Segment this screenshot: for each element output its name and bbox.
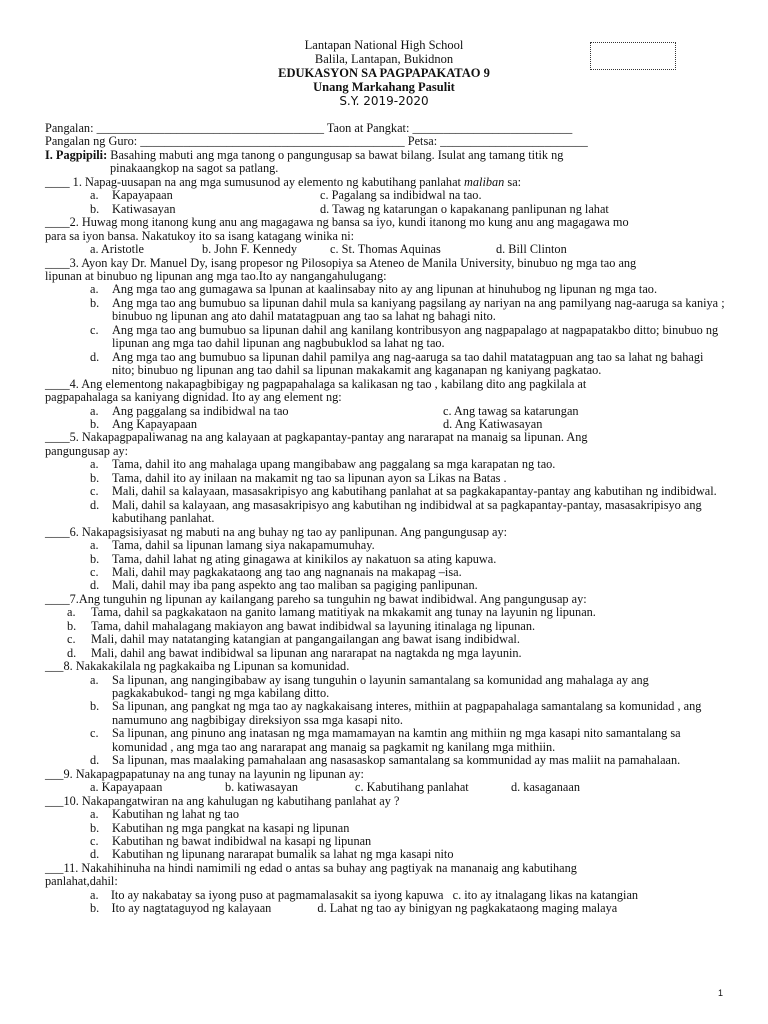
page-number: 1 bbox=[718, 988, 724, 998]
option-c: c. Pagalang sa indibidwal na tao. bbox=[320, 188, 482, 203]
section-instructions bbox=[45, 149, 725, 162]
option-b: b. Ang mga tao ang bumubuo sa lipunan dahil mula sa kaniyang pagsilang ay nariyan na ang pamilyang nag-aaruga sa kaniya ; binubuo ng lipunan ang ato dahil matatagpuan ang tao sa lahat ng bahagi nito. bbox=[90, 295, 725, 324]
question-2-options bbox=[90, 243, 725, 256]
question-11-line-1: ___11. Nakahihinuha na hindi namimili ng edad o antas sa buhay ang pagtiyak na mananaig ang kabutihang bbox=[45, 860, 577, 875]
school-address: Balila, Lantapan, Bukidnon bbox=[314, 52, 454, 66]
option-b: b. Kabutihan ng mga pangkat na kasapi ng lipunan bbox=[90, 820, 350, 835]
option-b: b. Tama, dahil lahat ng ating ginagawa at kinikilos ay nakatuon sa ating kapuwa. bbox=[90, 551, 497, 566]
option-a: a. Tama, dahil sa pagkakataon na ganito lamang matitiyak na mkakamit ang tunay na layunin ng lipunan. bbox=[67, 605, 596, 620]
question-5-line-1: ____5. Nakapagpapaliwanag na ang kalayaan at pagkapantay-pantay ang nararapat na manaig sa lipunan. Ang bbox=[45, 430, 588, 445]
school-name: Lantapan National High School bbox=[304, 38, 464, 52]
question-4-line-2: pagpapahalaga sa kaniyang dignidad. Ito ay ang element ng: bbox=[45, 390, 342, 405]
question-7-line-1: ____7.Ang tunguhin ng lipunan ay kailangang pareho sa tunguhin ng bawat indibidwal. Ang pangungusap ay: bbox=[45, 591, 587, 606]
option-d: d. Kabutihan ng lipunang nararapat bumalik sa lahat ng mga kasapi nito bbox=[90, 847, 454, 862]
question-3-line-1: ____3. Ayon kay Dr. Manuel Dy, isang propesor ng Pilosopiya sa Ateneo de Manila University, binubuo ng mga tao ang bbox=[45, 255, 637, 270]
name-field: Pangalan: _____________________________________ Taon at Pangkat: __________________________ bbox=[45, 121, 573, 135]
subject-title: EDUKASYON SA PAGPAPAKATAO 9 bbox=[278, 66, 490, 80]
school-year: S.Y. 2019-2020 bbox=[339, 94, 429, 108]
question-11-line-2: panlahat,dahil: bbox=[45, 874, 118, 889]
option-b: b. Ang Kapayapaan bbox=[90, 416, 198, 431]
option-b: b. John F. Kennedy bbox=[202, 242, 297, 257]
question-5-line-2: pangungusap ay: bbox=[45, 443, 128, 458]
option-a: a. Kabutihan ng lahat ng tao bbox=[90, 807, 240, 822]
question-1-text: ____ 1. Napag-uusapan na ang mga sumusunod ay elemento ng kabutihang panlahat bbox=[45, 174, 465, 189]
question-2-line-2: para sa iyon bansa. Nakatukoy ito sa isang katagang winika ni: bbox=[45, 228, 355, 243]
option-c: c. Sa lipunan, ang pinuno ang inatasan ng mga mamamayan na kamtin ang mithiin ng mga kasapi nito samantalang sa komunidad , ang mga tao ang nararapat ang manaig sa pagkamit ng kanilang mga mithiin. bbox=[90, 726, 681, 754]
option-d: d. Mali, dahil ang bawat indibidwal sa lipunan ang nararapat na nagtakda ng mga layunin. bbox=[67, 645, 522, 660]
option-a-text: Ang paggalang sa indibidwal na tao bbox=[112, 403, 289, 418]
option-a: a. Tama, dahil sa lipunan lamang siya nakapamumuhay. bbox=[90, 538, 375, 553]
option-b-text: Ang Kapayapaan bbox=[112, 416, 198, 431]
option-a: a. Tama, dahil ito ang mahalaga upang mangibabaw ang paggalang sa mga karapatan ng tao. bbox=[90, 457, 556, 472]
option-c: c. Mali, dahil sa kalayaan, masasakripisyo ang kabutihang panlahat at sa pagkakapantay-pantay ang kabutihan ng indibidwal. bbox=[90, 484, 717, 499]
option-d: d. Mali, dahil may iba pang aspekto ang tao maliban sa pagiging panlipunan. bbox=[90, 578, 478, 593]
option-d: d. kasaganaan bbox=[511, 780, 580, 795]
question-10-line-1: ___10. Nakapangatwiran na ang kahulugan ng kabutihang panlahat ay ? bbox=[45, 793, 400, 808]
option-a: a. Kapayapaan bbox=[90, 780, 163, 795]
option-c: c. Ang tawag sa katarungan bbox=[443, 403, 579, 418]
question-1 bbox=[45, 176, 725, 189]
option-d: d. Ang mga tao ang bumubuo sa lipunan dahil pamilya ang nag-aaruga sa tao dahil matatagpuan ang tao sa lahat ng bahagi nito; binubuo ng lipunan ang tao dahil sa lipunan makakamit ang kaganapan ng kaniyang pagkatao. bbox=[90, 349, 704, 378]
question-4-line-1: ____4. Ang elementong nakapagbibigay ng pagpapahalaga sa kalikasan ng tao , kabilang dito ang pagkilala at bbox=[45, 376, 587, 391]
option-d: d. Sa lipunan, mas maalaking pamahalaan ang nasasaskop samantalang sa kommunidad ay mas maliit na pamahalaan. bbox=[90, 753, 681, 768]
option-c: c. Mali, dahil may natatanging katangian at pangangailangan ang bawat isang indibidwal. bbox=[67, 632, 520, 647]
option-d: d. Mali, dahil sa kalayaan, ang masasakripisyo ang kabutihan ng indibidwal at sa pagkapantay-pantay, masasakripisyo ang kabutihang panlahat. bbox=[90, 497, 702, 526]
option-d: d. Ang Katiwasayan bbox=[443, 416, 543, 431]
option-a: a. Ang mga tao ang gumagawa sa lpunan at kaalinsabay nito ay ang lipunan at hinuhubog ng lipunan ng mga tao. bbox=[90, 282, 658, 297]
question-2-line-1: ____2. Huwag mong itanong kung anu ang magagawa ng bansa sa iyo, kundi itanong mo kung anu ang magagawa mo bbox=[45, 215, 629, 230]
option-c: c. Kabutihang panlahat bbox=[355, 780, 469, 795]
question-8-line-1: ___8. Nakakakilala ng pagkakaiba ng Lipunan sa komunidad. bbox=[45, 659, 350, 674]
question-1-emphasis: maliban bbox=[464, 174, 505, 189]
question-11-option-row-2: b. Ito ay nagtataguyod ng kalayaan d. Lahat ng tao ay binigyan ng pagkakataong maging malaya bbox=[90, 901, 618, 916]
question-1-suffix: sa: bbox=[504, 174, 522, 189]
question-1-options bbox=[90, 189, 725, 216]
question-7-options bbox=[67, 606, 725, 660]
exam-body bbox=[45, 122, 725, 916]
question-11-option-row-1: a. Ito ay nakabatay sa iyong puso at pagmamalasakit sa iyong kapuwa c. ito ay itnalagang likas na katangian bbox=[90, 887, 639, 902]
question-9-options bbox=[90, 781, 725, 794]
option-c: c. St. Thomas Aquinas bbox=[330, 242, 441, 257]
instruction-line-2: pinakaangkop na sagot sa patlang. bbox=[110, 161, 279, 176]
option-b-text: Katiwasayan bbox=[112, 201, 176, 216]
question-9-line-1: ___9. Nakapagpapatunay na ang tunay na layunin ng lipunan ay: bbox=[45, 766, 364, 781]
option-c: c. Ang mga tao ang bumubuo sa lipunan dahil ang kanilang kontribusyon ang nagpapalago at nagpapatakbo ditto; binubuo ng lipunan ang mga tao dahil lipunan ang nagbubuklod sa lahat ng tao. bbox=[90, 322, 719, 351]
option-b: b. Tama, dahil ito ay inilaan na makamit ng tao sa lipunan ayon sa Likas na Batas . bbox=[90, 470, 507, 485]
question-6-options bbox=[90, 539, 725, 593]
question-5-options bbox=[90, 458, 725, 525]
exam-title: Unang Markahang Pasulit bbox=[313, 80, 455, 94]
option-b: b. Katiwasayan bbox=[90, 201, 176, 216]
option-c: c. Mali, dahil may pagkakataong ang tao ang nagnanais na makapag –isa. bbox=[90, 564, 462, 579]
instruction-line-1: Basahing mabuti ang mga tanong o pangungusap sa bawat bilang. Isulat ang tamang titik ng bbox=[110, 147, 564, 162]
option-a: a. Kapayapaan bbox=[90, 188, 173, 203]
score-box bbox=[590, 42, 676, 70]
option-d: d. Tawag ng katarungan o kapakanang panlipunan ng lahat bbox=[320, 201, 609, 216]
option-b: b. Tama, dahil mahalagang makiayon ang bawat indibidwal sa layuning itinalaga ng lipunan. bbox=[67, 618, 536, 633]
teacher-field: Pangalan ng Guro: ___________________________________________ Petsa: ________________________ bbox=[45, 134, 588, 149]
question-4-options bbox=[90, 405, 725, 432]
question-3-line-2: lipunan at binubuo ng lipunan ang mga tao.Ito ay nangangahulugang: bbox=[45, 268, 387, 283]
option-a: a. Ang paggalang sa indibidwal na tao bbox=[90, 403, 289, 418]
question-8-options bbox=[90, 674, 725, 768]
question-10-options bbox=[90, 808, 725, 862]
option-c: c. Kabutihan ng bawat indibidwal na kasapi ng lipunan bbox=[90, 834, 372, 849]
option-a-text: Kapayapaan bbox=[112, 188, 173, 203]
option-d: d. Bill Clinton bbox=[496, 242, 567, 257]
option-b: b. katiwasayan bbox=[225, 780, 299, 795]
option-a: a. Sa lipunan, ang nangingibabaw ay isang tunguhin o layunin samantalang sa komunidad ang mahalaga ay ang pagkakabukod- tangi ng mga kabilang ditto. bbox=[90, 672, 649, 701]
question-6-line-1: ____6. Nakapagsisiyasat ng mabuti na ang buhay ng tao ay panlipunan. Ang pangungusap ay: bbox=[45, 524, 508, 539]
option-a: a. Aristotle bbox=[90, 242, 144, 257]
question-3-options bbox=[90, 283, 725, 377]
section-label: I. Pagpipili: bbox=[45, 147, 108, 162]
option-b: b. Sa lipunan, ang pangkat ng mga tao ay nagkakaisang interes, mithiin at pagpapahalaga samantalang sa komunidad , ang namumuno ang nagbibigay direksiyon ssa mga kasapi nito. bbox=[90, 699, 702, 727]
